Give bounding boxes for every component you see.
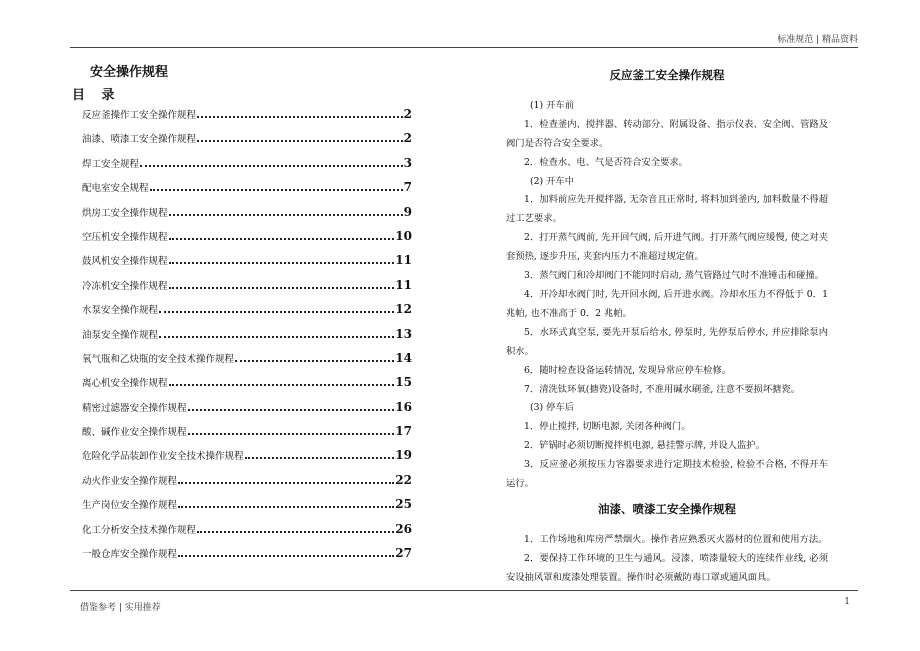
toc-dot-leader bbox=[169, 214, 403, 216]
toc-dot-leader bbox=[159, 311, 394, 313]
toc-dot-leader bbox=[169, 238, 395, 240]
reactor-paragraph: 4．开冷却水阀门时, 先开回水阀, 后开进水阀。冷却水压力不得低于 0．1 兆帕, 也不准高于 0．2 兆帕。 bbox=[506, 288, 828, 319]
reactor-paragraph: 1．加料前应先开搅拌器, 无杂音且正常时, 将料加到釜内, 加料数量不得超过工艺要求。 bbox=[506, 194, 828, 225]
toc-heading: 目 录 bbox=[72, 88, 121, 103]
reactor-paragraph: 3．反应釜必须按压力容器要求进行定期技术检验, 检验不合格, 不得开车运行。 bbox=[506, 459, 828, 490]
toc-entry[interactable] bbox=[82, 131, 412, 155]
toc-dot-leader bbox=[197, 116, 403, 118]
toc-entry-page: 27 bbox=[395, 546, 412, 561]
toc-entry[interactable] bbox=[82, 180, 412, 204]
toc-entry-page: 9 bbox=[403, 204, 412, 219]
footer-note: 借鉴参考 | 实用推荐 bbox=[80, 603, 161, 613]
painting-paragraph: 1．工作场地和库房严禁烟火。操作者应熟悉灭火器材的位置和使用方法。 bbox=[524, 533, 828, 545]
reactor-paragraph: 1．检查釜内、搅拌器、转动部分、附属设备、指示仪表、安全阀、管路及阀门是否符合安全要求。 bbox=[506, 118, 828, 149]
toc-entry-page: 22 bbox=[395, 472, 412, 487]
toc-entry-page: 13 bbox=[395, 326, 412, 341]
toc-entry[interactable] bbox=[82, 302, 412, 326]
reactor-paragraph: 2．铲锅时必须切断搅拌机电源, 悬挂警示牌, 并设人监护。 bbox=[524, 440, 765, 452]
reactor-paragraph: 7．清洗钛环氧(搪瓷)设备时, 不准用碱水刷釜, 注意不要损坏搪瓷。 bbox=[524, 383, 801, 395]
toc-dot-leader bbox=[188, 409, 395, 411]
toc-entry-page: 11 bbox=[395, 253, 412, 268]
toc-entry-page: 2 bbox=[403, 107, 412, 121]
toc-dot-leader bbox=[159, 336, 394, 338]
toc-entry-page: 17 bbox=[395, 424, 412, 439]
toc-entry-title: 精密过滤器安全操作规程 bbox=[82, 402, 187, 414]
painting-paragraph: 2．要保持工作环境的卫生与通风。浸漆、喷漆量较大的连续作业线, 必须安设抽风罩和废漆处理装置。操作时必须戴防毒口罩或通风面具。 bbox=[506, 552, 828, 583]
toc-entry[interactable] bbox=[82, 107, 412, 131]
toc-entry-title: 油泵安全操作规程 bbox=[82, 329, 159, 341]
reactor-paragraph: 2．检查水、电、气是否符合安全要求。 bbox=[524, 156, 688, 168]
reactor-subheading: (2) 开车中 bbox=[530, 175, 575, 187]
page-number: 1 bbox=[844, 597, 850, 607]
toc-entry[interactable] bbox=[82, 253, 412, 277]
toc-entry[interactable] bbox=[82, 327, 412, 351]
toc-entry-title: 生产岗位安全操作规程 bbox=[82, 500, 178, 512]
toc-entry[interactable] bbox=[82, 448, 412, 472]
reactor-paragraph: 3．蒸气阀门和冷却阀门不能同时启动, 蒸气管路过气时不准锤击和碰撞。 bbox=[524, 270, 825, 282]
reactor-subheading: (3) 停车后 bbox=[530, 402, 575, 414]
toc-entry-title: 焊工安全规程 bbox=[82, 158, 140, 170]
toc-entry[interactable] bbox=[82, 400, 412, 424]
toc-dot-leader bbox=[169, 384, 395, 386]
toc-entry-title: 化工分析安全技术操作规程 bbox=[82, 524, 197, 536]
toc-entry[interactable] bbox=[82, 473, 412, 497]
toc-dot-leader bbox=[178, 555, 394, 557]
toc-entry-title: 危险化学品装卸作业安全技术操作规程 bbox=[82, 451, 244, 463]
section-title-painting: 油漆、喷漆工安全操作规程 bbox=[598, 501, 736, 516]
toc-entry-title: 酸、碱作业安全操作规程 bbox=[82, 427, 187, 439]
toc-entry-title: 水泵安全操作规程 bbox=[82, 305, 159, 317]
toc-entry-page: 7 bbox=[403, 180, 412, 195]
toc-dot-leader bbox=[169, 262, 395, 264]
reactor-paragraph: 2．打开蒸气阀前, 先开回气阀, 后开进气阀。打开蒸气阀应缓慢, 使之对夹套预热, 逐步升压, 夹套内压力不准超过规定值。 bbox=[506, 232, 828, 263]
toc-entry-page: 11 bbox=[395, 277, 412, 292]
toc-entry[interactable] bbox=[82, 351, 412, 375]
toc-entry-page: 15 bbox=[395, 375, 412, 390]
toc-entry[interactable] bbox=[82, 156, 412, 180]
toc-dot-leader bbox=[197, 140, 403, 142]
content-column bbox=[506, 66, 828, 588]
toc-entry[interactable] bbox=[82, 546, 412, 570]
toc-entry[interactable] bbox=[82, 522, 412, 546]
toc-entry-title: 氧气瓶和乙炔瓶的安全技术操作规程 bbox=[82, 353, 235, 365]
toc-entry-page: 19 bbox=[395, 448, 412, 463]
toc-entry[interactable] bbox=[82, 375, 412, 399]
toc-dot-leader bbox=[178, 506, 394, 508]
toc-entry-title: 离心机安全操作规程 bbox=[82, 378, 168, 390]
toc-entry-page: 16 bbox=[395, 399, 412, 414]
toc-dot-leader bbox=[150, 189, 403, 191]
toc-dot-leader bbox=[140, 165, 403, 167]
toc-entry[interactable] bbox=[82, 497, 412, 521]
toc-entry[interactable] bbox=[82, 424, 412, 448]
toc-dot-leader bbox=[169, 287, 395, 289]
toc-dot-leader bbox=[197, 531, 394, 533]
toc-entry[interactable] bbox=[82, 229, 412, 253]
toc-entry-page: 12 bbox=[395, 302, 412, 317]
toc-dot-leader bbox=[245, 457, 395, 459]
toc-entry-title: 鼓风机安全操作规程 bbox=[82, 256, 168, 268]
toc-entry-title: 动火作业安全操作规程 bbox=[82, 475, 178, 487]
toc-dot-leader bbox=[235, 360, 394, 362]
reactor-paragraph: 6．随时检查设备运转情况, 发现异常应停车检修。 bbox=[524, 364, 732, 376]
section-body-reactor bbox=[506, 97, 828, 494]
header-rule bbox=[70, 47, 858, 48]
header-note: 标准规范 | 精品资料 bbox=[777, 35, 858, 45]
toc-entry-page: 14 bbox=[395, 350, 412, 365]
toc-entry-title: 一般仓库安全操作规程 bbox=[82, 549, 178, 561]
toc-entry-title: 冷冻机安全操作规程 bbox=[82, 280, 168, 292]
toc-entry-page: 10 bbox=[395, 228, 412, 243]
document-title: 安全操作规程 bbox=[90, 65, 169, 80]
toc-entry-title: 烘房工安全操作规程 bbox=[82, 207, 168, 219]
toc-entry-title: 油漆、喷漆工安全操作规程 bbox=[82, 134, 197, 146]
toc-entry[interactable] bbox=[82, 278, 412, 302]
section-title-reactor: 反应釜工安全操作规程 bbox=[609, 68, 725, 82]
table-of-contents bbox=[82, 107, 412, 570]
footer-rule bbox=[70, 590, 858, 591]
toc-entry-title: 配电室安全规程 bbox=[82, 183, 149, 195]
toc-entry[interactable] bbox=[82, 205, 412, 229]
toc-dot-leader bbox=[188, 433, 395, 435]
toc-entry-title: 反应釜操作工安全操作规程 bbox=[82, 110, 197, 121]
toc-entry-title: 空压机安全操作规程 bbox=[82, 231, 168, 243]
toc-dot-leader bbox=[178, 482, 394, 484]
section-body-painting bbox=[506, 531, 828, 588]
toc-entry-page: 3 bbox=[403, 155, 412, 170]
reactor-subheading: (1) 开车前 bbox=[530, 99, 575, 111]
reactor-paragraph: 1．停止搅拌, 切断电源, 关闭各种阀门。 bbox=[524, 421, 691, 433]
toc-entry-page: 25 bbox=[395, 497, 412, 512]
toc-entry-page: 26 bbox=[395, 521, 412, 536]
reactor-paragraph: 5．水环式真空泵, 要先开泵后给水, 停泵时, 先停泵后停水, 并应排除泵内积水。 bbox=[506, 326, 828, 357]
toc-entry-page: 2 bbox=[403, 131, 412, 146]
